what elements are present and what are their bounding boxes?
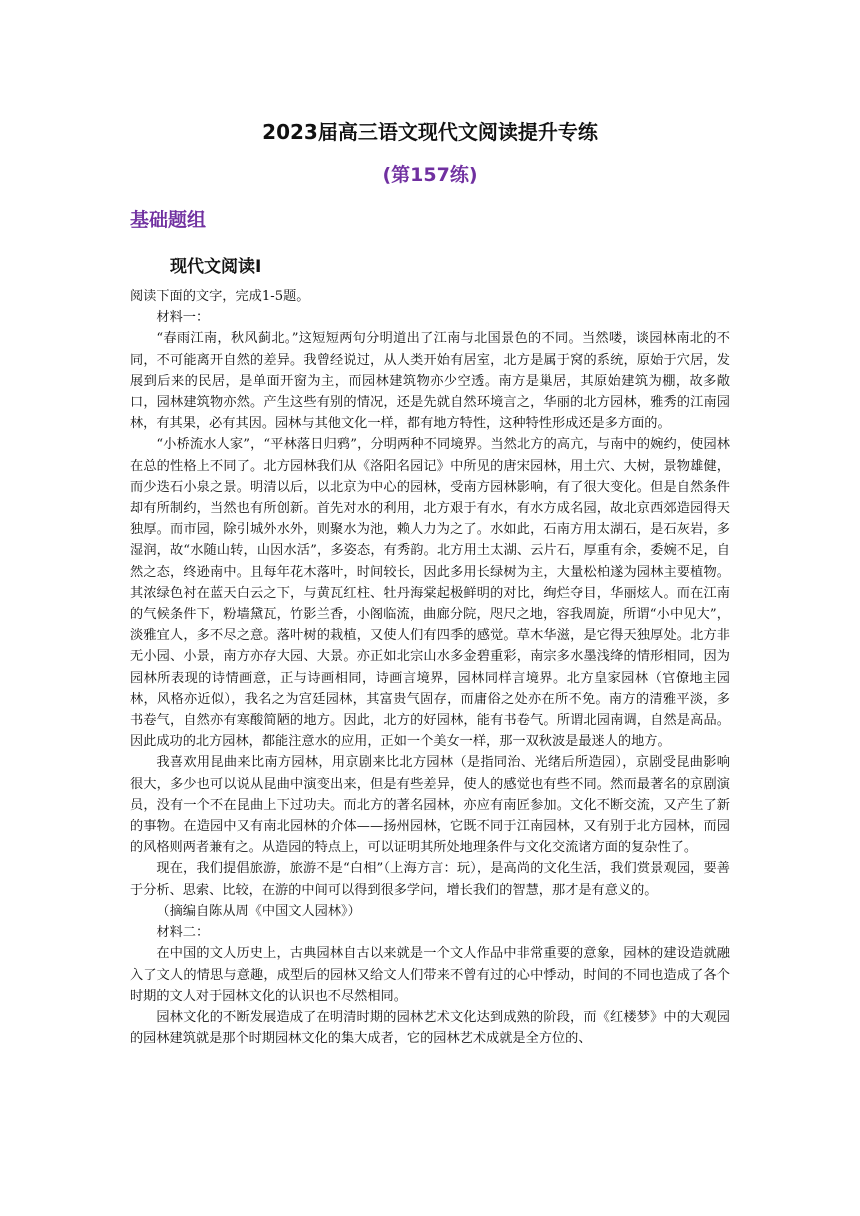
paragraph: 材料一： bbox=[156, 310, 210, 326]
paragraph: 现在，我们提倡旅游，旅游不是“白相”（上海方言：玩），是高尚的文化生活，我们赏景观园，要善于分析、思索、比较，在游的中间可以得到很多学问，增长我们的智慧，那才是有意义的。 bbox=[130, 861, 730, 898]
paragraph: 在中国的文人历史上，古典园林自古以来就是一个文人作品中非常重要的意象，园林的建设造就融入了文人的情思与意趣，成型后的园林又给文人们带来不曾有过的心中悸动，时间的不同也造成了各个时期的文人对于园林文化的认识也不尽然相同。 bbox=[130, 946, 730, 1004]
paragraph: “小桥流水人家”，“平林落日归鸦”，分明两种不同境界。当然北方的高亢，与南中的婉约，使园林在总的性格上不同了。北方园林我们从《洛阳名园记》中所见的唐宋园林，用土穴、大树，景物雄健，而少迭石小泉之景。明清以后，以北京为中心的园林，受南方园林影响，有了很大变化。但是自然条件却有所制约，当然也有所创新。首先对水的利用，北方艰于有水，有水方成名园，故北京西郊造园得天独厚。而市园，除引城外水外，则聚水为池，赖人力为之了。水如此，石南方用太湖石，是石灰岩，多湿润，故“水随山转，山因水活”，多姿态，有秀韵。北方用土太湖、云片石，厚重有余，委婉不足，自然之态，终逊南中。且每年花木落叶，时间较长，因此多用长绿树为主，大量松柏遂为园林主要植物。其浓绿色衬在蓝天白云之下，与黄瓦红柱、牡丹海棠起极鲜明的对比，绚烂夺目，华丽炫人。而在江南的气候条件下，粉墙黛瓦，竹影兰香，小阁临流，曲廊分院，咫尺之地，容我周旋，所谓“小中见大”，淡雅宜人，多不尽之意。落叶树的栽植，又使人们有四季的感觉。草木华滋，是它得天独厚处。北方非无小园、小景，南方亦存大园、大景。亦正如北宗山水多金碧重彩，南宗多水墨浅绛的情形相同，因为园林所表现的诗情画意，正与诗画相同，诗画言境界，园林同样言境界。北方皇家园林（官僚地主园林，风格亦近似），我名之为宫廷园林，其富贵气固存，而庸俗之处亦在所不免。南方的清雅平淡，多书卷气，自然亦有寒酸简陋的地方。因此，北方的好园林，能有书卷气。所谓北园南调，自然是高品。因此成功的北方园林，都能注意水的应用，正如一个美女一样，那一双秋波是最迷人的地方。 bbox=[130, 437, 730, 750]
paragraph: 阅读下面的文字，完成1-5题。 bbox=[130, 289, 310, 304]
reading-heading: 现代文阅读Ⅰ bbox=[170, 257, 262, 277]
body-text bbox=[130, 286, 730, 1049]
paragraph: 材料二： bbox=[156, 925, 210, 941]
document-subtitle: (第157练) bbox=[382, 164, 478, 186]
paragraph: 我喜欢用昆曲来比南方园林，用京剧来比北方园林（是指同治、光绪后所造园），京剧受昆曲影响很大，多少也可以说从昆曲中演变出来，但是有些差异，使人的感觉也有些不同。然而最著名的京剧演员，没有一个不在昆曲上下过功夫。而北方的著名园林，亦应有南匠参加。文化不断交流，又产生了新的事物。在造园中又有南北园林的介体——扬州园林，它既不同于江南园林，又有别于北方园林，而园的风格则两者兼有之。从造园的特点上，可以证明其所处地理条件与文化交流诸方面的复杂性了。 bbox=[130, 755, 730, 856]
document-title: 2023届高三语文现代文阅读提升专练 bbox=[262, 120, 598, 144]
paragraph: “春雨江南，秋风蓟北。”这短短两句分明道出了江南与北国景色的不同。当然喽，谈园林南北的不同，不可能离开自然的差异。我曾经说过，从人类开始有居室，北方是属于窝的系统，原始于穴居，发展到后来的民居，是单面开窗为主，而园林建筑物亦少空透。南方是巢居，其原始建筑为棚，故多敞口，园林建筑物亦然。产生这些有别的情况，还是先就自然环境言之，华丽的北方园林，雅秀的江南园林，有其果，必有其因。园林与其他文化一样，都有地方特性，这种特性形成还是多方面的。 bbox=[130, 331, 730, 432]
section-heading: 基础题组 bbox=[130, 209, 207, 231]
paragraph: （摘编自陈从周《中国文人园林》） bbox=[156, 903, 361, 919]
paragraph: 园林文化的不断发展造成了在明清时期的园林艺术文化达到成熟的阶段，而《红楼梦》中的大观园的园林建筑就是那个时期园林文化的集大成者，它的园林艺术成就是全方位的、 bbox=[130, 1009, 730, 1047]
